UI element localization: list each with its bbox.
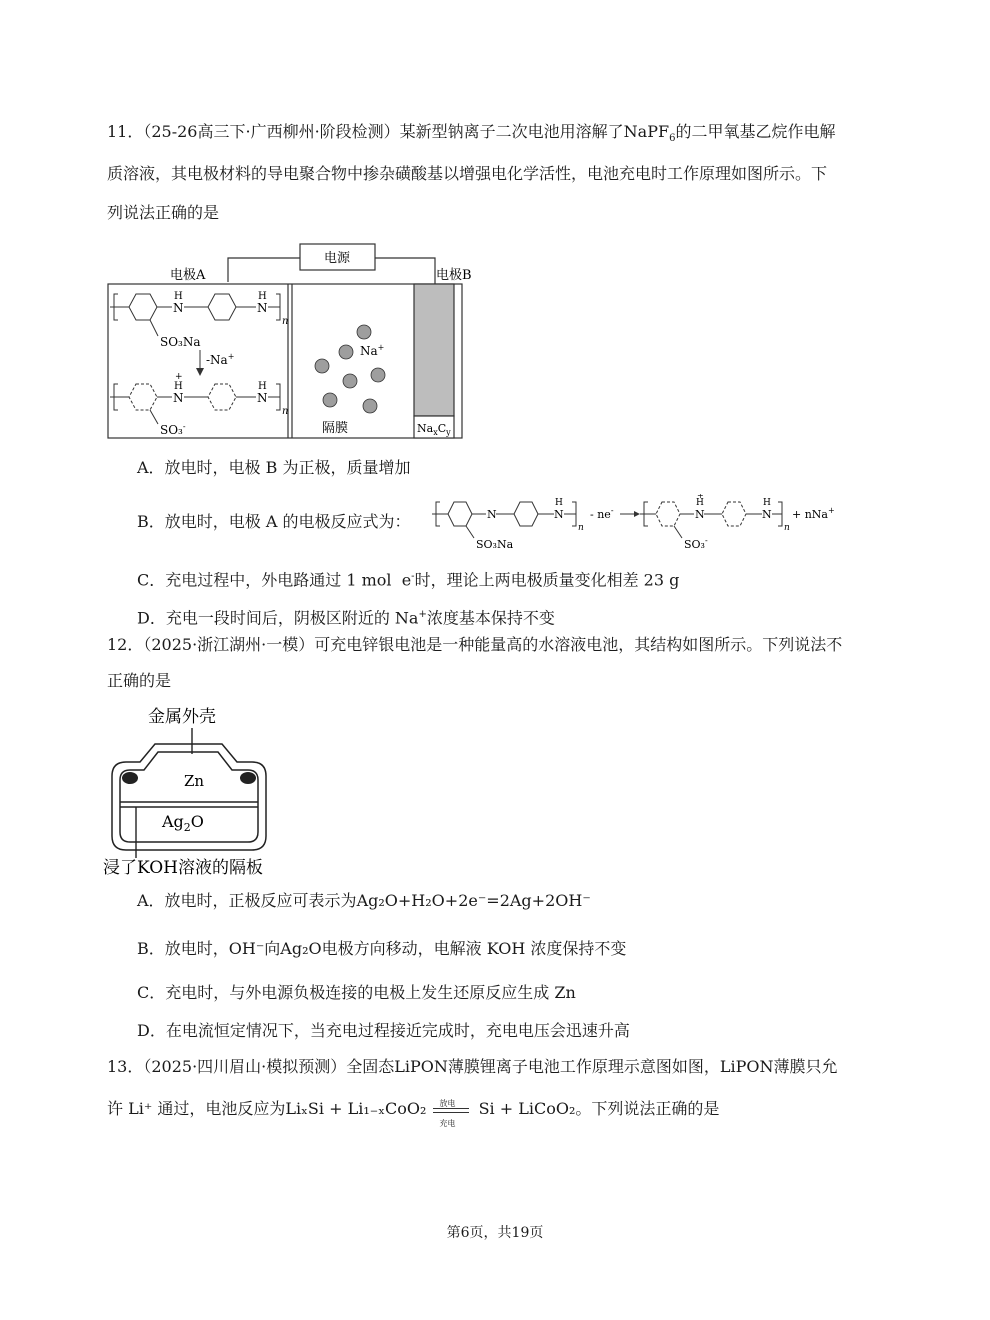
reversible-arrow: 放电 充电 (431, 1099, 473, 1121)
svg-text:H: H (174, 381, 183, 392)
svg-text:SO₃Na: SO₃Na (476, 538, 514, 551)
svg-text:N: N (173, 391, 184, 405)
zn-label: Zn (184, 772, 205, 790)
ag2o-label: $Ag_2O$ (162, 812, 204, 834)
svg-text:n: n (784, 523, 790, 533)
page-footer: 第6页，共19页 (446, 1225, 544, 1241)
svg-text:n: n (578, 523, 584, 533)
svg-text:n: n (282, 316, 289, 327)
membrane-label: 隔膜 (322, 421, 349, 436)
q11-option-b: B．放电时，电极 A 的电极反应式为： (137, 512, 411, 531)
q12-line1: 12．（2025·浙江湖州·一模）可充电锌银电池是一种能量高的水溶液电池，其结构如图所示。下列说法不 (107, 635, 843, 654)
svg-text:N: N (257, 301, 268, 315)
q11-option-c: C．充电过程中，外电路通过 1 mol e-时，理论上两电极质量变化相差 23 g (137, 570, 680, 590)
q12-option-b: B．放电时，OH⁻向Ag₂O电极方向移动，电解液 KOH 浓度保持不变 (137, 939, 627, 958)
svg-text:N: N (695, 508, 705, 521)
minus-na-label: -Na+ (206, 352, 235, 367)
q12-option-c: C．充电时，与外电源负极连接的电极上发生还原反应生成 Zn (137, 983, 576, 1002)
q11-line3: 列说法正确的是 (107, 203, 220, 222)
na-ions (315, 325, 385, 413)
svg-text:N: N (257, 391, 268, 405)
q12-battery-diagram (100, 702, 320, 882)
svg-text:H: H (258, 381, 267, 392)
q11-line2: 质溶液，其电极材料的导电聚合物中掺杂磺酸基以增强电化学活性，电池充电时工作原理如图所示。下 (107, 164, 828, 183)
svg-text:N: N (554, 508, 564, 521)
svg-text:+: + (697, 494, 704, 500)
q11-line1: 11．（25-26高三下·广西柳州·阶段检测）某新型钠离子二次电池用溶解了NaPF$_6$的二甲氧基乙烷作电解 (107, 122, 836, 145)
svg-text:N: N (762, 508, 772, 521)
q11-option-a: A．放电时，电极 B 为正极，质量增加 (137, 458, 411, 477)
na-ion-label: Na+ (360, 343, 385, 358)
q12-option-a: A．放电时，正极反应可表示为Ag₂O+H₂O+2e⁻=2Ag+2OH⁻ (137, 891, 591, 910)
svg-text:+: + (175, 372, 183, 382)
electrode-b-label: 电极B (436, 268, 472, 283)
svg-text:- ne-: - ne- (590, 506, 614, 521)
svg-text:N: N (487, 508, 497, 521)
svg-text:SO₃-: SO₃- (684, 536, 708, 551)
q11-option-b-equation (432, 494, 842, 554)
polymer-bottom (110, 384, 280, 424)
svg-text:H: H (555, 498, 563, 508)
svg-text:+ nNa+: + nNa+ (792, 506, 835, 521)
svg-text:SO₃Na: SO₃Na (160, 335, 201, 349)
svg-text:H: H (174, 291, 183, 302)
q12-option-d: D．在电流恒定情况下，当充电过程接近完成时，充电电压会迅速升高 (137, 1021, 630, 1040)
q13-line2: 许 Li⁺ 通过，电池反应为LiₓSi + Li₁₋ₓCoO₂ 放电 充电 Si + LiCoO₂。下列说法正确的是 (107, 1098, 720, 1128)
q11-battery-diagram (100, 238, 480, 448)
svg-text:n: n (282, 406, 289, 417)
electrode-a-label: 电极A (170, 268, 206, 283)
polymer-top (110, 294, 280, 336)
svg-text:N: N (173, 301, 184, 315)
separator-label: 浸了KOH溶液的隔板 (103, 858, 264, 878)
electrode-b-material: $Na_xC_y$ (417, 422, 451, 437)
power-source-label: 电源 (323, 251, 351, 266)
q11-option-d: D．充电一段时间后，阴极区附近的 Na+浓度基本保持不变 (137, 608, 555, 628)
q12-line2: 正确的是 (107, 671, 172, 690)
shell-label: 金属外壳 (148, 707, 216, 727)
svg-text:SO₃-: SO₃- (160, 422, 186, 437)
svg-text:H: H (763, 498, 771, 508)
svg-text:H: H (696, 498, 704, 508)
svg-text:H: H (258, 291, 267, 302)
electrode-b (414, 284, 454, 416)
q13-line1: 13．（2025·四川眉山·模拟预测）全固态LiPON薄膜锂离子电池工作原理示意图如图，LiPON薄膜只允 (107, 1057, 838, 1076)
